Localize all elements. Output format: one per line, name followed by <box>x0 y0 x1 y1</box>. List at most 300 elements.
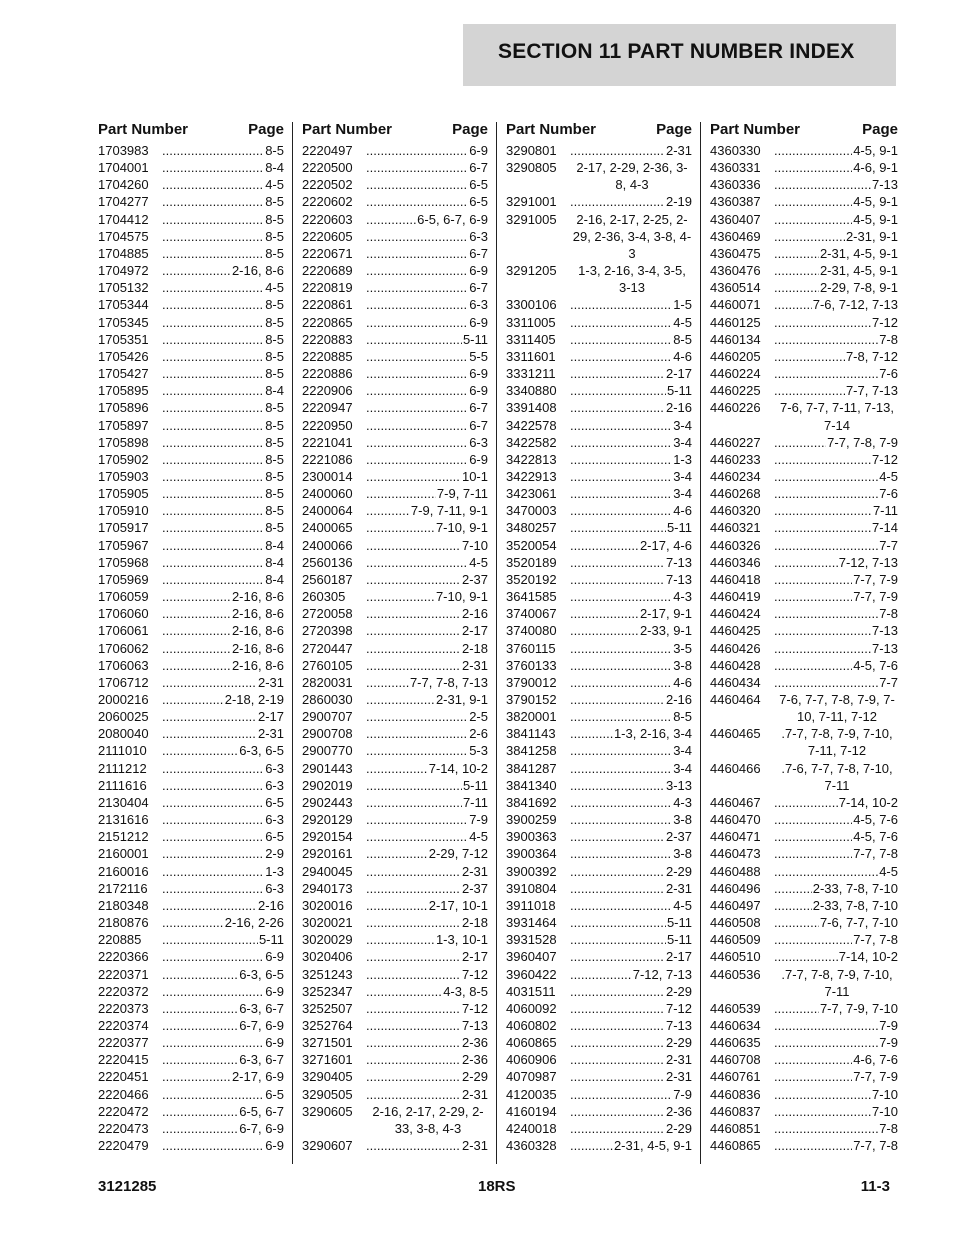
part-number: 3820001 <box>506 709 557 725</box>
dot-leader <box>774 279 819 296</box>
dot-leader <box>162 228 264 245</box>
part-number: 2220950 <box>302 417 353 433</box>
page-reference <box>162 897 284 914</box>
index-entry <box>710 880 898 897</box>
page-reference-value: 8-5 <box>265 245 284 261</box>
page-header: Page <box>248 121 284 138</box>
dot-leader <box>774 1120 878 1137</box>
page-reference-value: 8-5 <box>265 228 284 244</box>
dot-leader <box>774 880 812 897</box>
page-reference-value: 2-16, 2-17, 2-25, 2-29, 2-36, 3-4, 3-8, 4-3 <box>572 211 692 261</box>
index-entry <box>506 657 692 674</box>
part-number: 2900708 <box>302 726 353 742</box>
page-reference-value: 6-3 <box>265 812 284 828</box>
index-entry <box>710 365 898 382</box>
page-reference <box>366 725 488 742</box>
dot-leader <box>774 434 826 451</box>
index-entry <box>98 657 284 674</box>
index-entry <box>98 434 284 451</box>
index-entry <box>506 554 692 571</box>
page-reference <box>774 605 898 622</box>
index-entry <box>98 537 284 554</box>
index-entry <box>302 760 488 777</box>
dot-leader <box>570 674 672 691</box>
dot-leader <box>162 434 264 451</box>
dot-leader <box>162 622 231 639</box>
index-entry <box>506 742 692 759</box>
index-entry <box>302 811 488 828</box>
page-reference-value: 4-5, 9-1 <box>853 143 898 158</box>
dot-leader <box>570 1034 665 1051</box>
dot-leader <box>162 331 264 348</box>
dot-leader <box>570 1120 665 1137</box>
dot-leader <box>162 468 264 485</box>
part-number: 2400066 <box>302 537 353 553</box>
dot-leader <box>162 193 264 210</box>
part-number: 2720398 <box>302 623 353 639</box>
index-entry <box>506 605 692 622</box>
part-number: 4460466 <box>710 760 761 776</box>
page-reference <box>366 1086 488 1103</box>
page-reference <box>162 485 284 502</box>
part-number: 3960422 <box>506 966 557 982</box>
part-number: 3841287 <box>506 760 557 776</box>
index-entry <box>302 1000 488 1017</box>
page-reference <box>162 245 284 262</box>
page-reference-value: 7-10, 9-1 <box>435 589 488 605</box>
page-reference-value: 2-17 <box>665 949 692 965</box>
dot-leader <box>162 451 264 468</box>
page-reference <box>774 760 898 794</box>
page-reference <box>162 811 284 828</box>
page-reference-value: 7-10 <box>871 1086 898 1102</box>
index-entry <box>302 365 488 382</box>
page-reference-value: 8-5 <box>265 400 284 416</box>
index-entry <box>98 863 284 880</box>
index-entry <box>98 468 284 485</box>
page-reference-value: 4-5 <box>879 468 898 484</box>
index-entry <box>506 331 692 348</box>
part-number: 1706060 <box>98 606 149 622</box>
part-number: 4060906 <box>506 1052 557 1068</box>
part-number: 3740067 <box>506 606 557 622</box>
dot-leader <box>774 537 878 554</box>
column-divider <box>700 122 701 1164</box>
page-reference <box>570 365 692 382</box>
page-reference-value: 4-6 <box>673 674 692 690</box>
dot-leader <box>570 365 665 382</box>
page-reference <box>162 880 284 897</box>
part-number: 2220602 <box>302 194 353 210</box>
dot-leader <box>570 931 666 948</box>
index-entry <box>506 1120 692 1137</box>
part-number: 2220603 <box>302 211 353 227</box>
page-reference <box>570 931 692 948</box>
page-reference <box>162 966 284 983</box>
part-number: 2820031 <box>302 674 353 690</box>
page-reference-value: 6-9 <box>265 1138 284 1154</box>
page-reference <box>366 245 488 262</box>
page-reference-value: 7-13 <box>665 1017 692 1033</box>
index-entry <box>98 674 284 691</box>
index-entry <box>506 434 692 451</box>
page-reference <box>162 279 284 296</box>
part-number: 4360407 <box>710 211 761 227</box>
index-entry <box>710 1068 898 1085</box>
dot-leader <box>570 880 665 897</box>
dot-leader <box>570 193 665 210</box>
page-reference-value: 2-17 <box>665 366 692 382</box>
part-number: 2220371 <box>98 966 149 982</box>
index-entry <box>506 417 692 434</box>
part-number: 4460434 <box>710 674 761 690</box>
page-reference-value: 5-11 <box>258 932 284 948</box>
page-reference <box>570 434 692 451</box>
page-reference <box>774 382 898 399</box>
page-reference-value: 2-36 <box>665 1103 692 1119</box>
dot-leader <box>366 1017 461 1034</box>
index-entry <box>506 880 692 897</box>
page-reference <box>162 1086 284 1103</box>
column-header <box>506 118 692 142</box>
dot-leader <box>570 588 672 605</box>
dot-leader <box>366 348 468 365</box>
dot-leader <box>570 897 672 914</box>
index-entry <box>98 1120 284 1137</box>
index-entry <box>710 725 898 759</box>
part-number: 3020029 <box>302 932 353 948</box>
part-number: 2220886 <box>302 366 353 382</box>
page-reference-value: 4-5, 9-1 <box>853 194 898 210</box>
page-reference <box>162 983 284 1000</box>
index-entry <box>302 434 488 451</box>
part-number: 4360336 <box>710 177 761 193</box>
dot-leader <box>570 519 666 536</box>
index-entry <box>710 948 898 965</box>
part-number: 4460226 <box>710 400 761 416</box>
page-reference <box>774 554 898 571</box>
dot-leader <box>366 1068 461 1085</box>
index-entry <box>710 1051 898 1068</box>
dot-leader <box>366 605 461 622</box>
part-number: 2160001 <box>98 846 149 862</box>
page-reference <box>774 691 898 725</box>
part-number: 3900364 <box>506 846 557 862</box>
dot-leader <box>162 605 231 622</box>
page-reference-value: 7-7, 7-9 <box>853 1069 898 1085</box>
dot-leader <box>366 382 468 399</box>
index-entry <box>302 794 488 811</box>
page-reference-value: 8-5 <box>265 143 284 158</box>
page-reference-value: 2-29 <box>461 1069 488 1085</box>
page-reference-value: 10-1 <box>461 468 488 484</box>
page-reference-value: 1-3, 2-16, 3-4, 3-5, 3-13 <box>578 263 686 296</box>
page-reference <box>570 554 692 571</box>
index-entry <box>506 314 692 331</box>
page-reference-value: 6-9 <box>469 314 488 330</box>
page-reference-value: 6-7 <box>469 417 488 433</box>
page-reference <box>366 571 488 588</box>
part-number: 2180876 <box>98 915 149 931</box>
dot-leader <box>366 365 468 382</box>
page-reference <box>162 863 284 880</box>
part-number: 4360469 <box>710 228 761 244</box>
dot-leader <box>366 897 428 914</box>
index-entry <box>302 211 488 228</box>
index-column-4 <box>710 118 898 1154</box>
dot-leader <box>570 571 665 588</box>
part-number: 3422582 <box>506 434 557 450</box>
page-reference-value: 8-5 <box>265 503 284 519</box>
page-reference <box>162 914 284 931</box>
dot-leader <box>774 1000 819 1017</box>
part-number: 4360514 <box>710 280 761 296</box>
dot-leader <box>570 468 672 485</box>
dot-leader <box>366 828 468 845</box>
dot-leader <box>570 983 665 1000</box>
index-entry <box>710 211 898 228</box>
index-entry <box>302 725 488 742</box>
dot-leader <box>366 1051 461 1068</box>
index-entry <box>302 537 488 554</box>
page-reference-value: 1-3 <box>673 451 692 467</box>
page-reference-value: 2-16, 8-6 <box>231 606 284 622</box>
dot-leader <box>366 142 468 159</box>
page-reference-value: 7-13 <box>461 1017 488 1033</box>
page-reference <box>570 828 692 845</box>
page-reference <box>774 1103 898 1120</box>
dot-leader <box>366 537 461 554</box>
index-entry <box>506 262 692 296</box>
part-number: 3251243 <box>302 966 353 982</box>
dot-leader <box>366 331 462 348</box>
page-reference-value: 5-11 <box>666 915 692 931</box>
page-reference-value: 2-29, 7-12 <box>428 846 488 862</box>
part-number: 1705902 <box>98 451 149 467</box>
index-entry <box>710 914 898 931</box>
index-entry <box>302 845 488 862</box>
page-reference <box>162 399 284 416</box>
index-entry <box>98 1000 284 1017</box>
part-number: 3290405 <box>302 1069 353 1085</box>
page-reference <box>774 1120 898 1137</box>
dot-leader <box>570 622 639 639</box>
dot-leader <box>366 777 462 794</box>
index-entry <box>710 314 898 331</box>
dot-leader <box>774 519 871 536</box>
part-number: 1704260 <box>98 177 149 193</box>
page-reference-value: 2-29 <box>665 863 692 879</box>
part-number: 2220502 <box>302 177 353 193</box>
footer-model: 18RS <box>478 1178 516 1195</box>
part-number: 4460510 <box>710 949 761 965</box>
index-entry <box>506 983 692 1000</box>
part-number: 2220473 <box>98 1120 149 1136</box>
index-entry <box>302 742 488 759</box>
index-entry <box>302 331 488 348</box>
dot-leader <box>570 451 672 468</box>
index-entry <box>98 262 284 279</box>
index-entry <box>98 348 284 365</box>
page-reference <box>366 348 488 365</box>
dot-leader <box>162 863 264 880</box>
dot-leader <box>366 880 461 897</box>
page-reference-value: 3-4 <box>673 760 692 776</box>
dot-leader <box>774 211 852 228</box>
part-number: 2220451 <box>98 1069 149 1085</box>
part-number: 1704277 <box>98 194 149 210</box>
dot-leader <box>774 314 871 331</box>
index-entry <box>302 640 488 657</box>
page-reference <box>570 674 692 691</box>
index-entry <box>506 966 692 983</box>
page-reference-value: 2-37 <box>461 571 488 587</box>
page-reference <box>570 571 692 588</box>
part-number: 3290801 <box>506 143 557 158</box>
page-reference-value: 7-14, 10-2 <box>838 949 898 965</box>
page-reference <box>570 1103 692 1120</box>
part-number: 3931464 <box>506 915 557 931</box>
part-number: 3290607 <box>302 1138 353 1154</box>
dot-leader <box>570 142 665 159</box>
part-number: 2220479 <box>98 1138 149 1154</box>
dot-leader <box>570 640 672 657</box>
dot-leader <box>366 931 435 948</box>
page-reference <box>570 296 692 313</box>
part-number: 1705898 <box>98 434 149 450</box>
index-entry <box>710 640 898 657</box>
dot-leader <box>774 262 819 279</box>
part-number: 4460428 <box>710 657 761 673</box>
index-entry <box>710 519 898 536</box>
dot-leader <box>570 382 666 399</box>
page-reference-value: 2-33, 9-1 <box>639 623 692 639</box>
part-number: 3311005 <box>506 314 556 330</box>
part-number: 3020406 <box>302 949 353 965</box>
page-reference <box>366 485 488 502</box>
page-reference-value: 1-3, 2-16, 3-4 <box>613 726 692 742</box>
page-reference-value: 2-17 <box>461 623 488 639</box>
page-reference <box>774 1086 898 1103</box>
index-entry <box>506 863 692 880</box>
page-reference <box>774 211 898 228</box>
part-number: 4460225 <box>710 383 761 399</box>
index-entry <box>302 519 488 536</box>
part-number: 1705427 <box>98 366 149 382</box>
page-reference <box>570 399 692 416</box>
page-reference-value: 4-3 <box>673 589 692 605</box>
page-reference <box>774 314 898 331</box>
index-entry <box>710 1017 898 1034</box>
part-number: 1705345 <box>98 314 149 330</box>
page-reference-value: 5-11 <box>666 383 692 399</box>
page-reference-value: 7-6, 7-12, 7-13 <box>812 297 898 313</box>
page-reference-value: 3-13 <box>665 777 692 793</box>
page-reference-value: 6-5 <box>469 177 488 193</box>
page-reference <box>774 537 898 554</box>
index-entry <box>506 502 692 519</box>
page-reference-value: 2-31 <box>665 1069 692 1085</box>
page-reference <box>570 1137 692 1154</box>
index-entry <box>302 1051 488 1068</box>
page-reference-value: 8-5 <box>265 348 284 364</box>
page-reference <box>774 931 898 948</box>
part-number: 4460761 <box>710 1069 761 1085</box>
index-entry <box>506 571 692 588</box>
dot-leader <box>366 399 468 416</box>
index-entry <box>98 1068 284 1085</box>
index-entry <box>98 605 284 622</box>
page-reference-value: 5-3 <box>469 743 488 759</box>
part-number: 3291205 <box>506 263 557 279</box>
part-number: 4060802 <box>506 1017 557 1033</box>
page-reference-value: 7-7 <box>879 674 898 690</box>
dot-leader <box>774 897 812 914</box>
index-entry <box>98 1137 284 1154</box>
page-reference-value: 6-3 <box>469 434 488 450</box>
dot-leader <box>570 725 613 742</box>
page-reference <box>162 708 284 725</box>
index-entry <box>506 1137 692 1154</box>
page-reference-value: 8-5 <box>265 468 284 484</box>
page-reference <box>162 777 284 794</box>
page-reference-value: 4-6, 9-1 <box>853 160 898 176</box>
index-entry <box>506 142 692 159</box>
part-number: 4460837 <box>710 1103 761 1119</box>
index-entry <box>302 1086 488 1103</box>
page-reference <box>162 228 284 245</box>
index-entry <box>302 399 488 416</box>
page-reference <box>366 434 488 451</box>
index-entry <box>302 502 488 519</box>
page-reference-value: 4-5 <box>469 554 488 570</box>
part-number: 3291001 <box>506 194 557 210</box>
page-reference <box>774 588 898 605</box>
part-number: 2220865 <box>302 314 353 330</box>
part-number: 4460496 <box>710 880 761 896</box>
page-reference-value: 5-11 <box>666 520 692 536</box>
part-number: 1704001 <box>98 160 149 176</box>
part-number: 4460465 <box>710 726 761 742</box>
page-reference-value: 2-36 <box>461 1052 488 1068</box>
page-reference <box>570 1034 692 1051</box>
dot-leader <box>162 725 257 742</box>
index-entry <box>302 914 488 931</box>
part-number: 2300014 <box>302 468 353 484</box>
index-entry <box>302 931 488 948</box>
part-number: 2900707 <box>302 709 353 725</box>
dot-leader <box>570 777 665 794</box>
page-reference <box>570 537 692 554</box>
page-reference <box>774 451 898 468</box>
page-reference-value: 6-9 <box>265 1035 284 1051</box>
index-entry <box>506 897 692 914</box>
part-number: 4460473 <box>710 846 761 862</box>
index-entry <box>506 1051 692 1068</box>
page-reference-value: 3-4 <box>673 468 692 484</box>
page-reference-value: 2-31 <box>257 674 284 690</box>
page-reference <box>774 725 898 759</box>
part-number: 3331211 <box>506 366 556 382</box>
dot-leader <box>162 1051 238 1068</box>
part-number: 2220415 <box>98 1052 149 1068</box>
index-entry <box>98 142 284 159</box>
dot-leader <box>162 502 264 519</box>
page-reference <box>366 914 488 931</box>
part-number: 2220377 <box>98 1035 149 1051</box>
page-reference-value: 2-17, 2-29, 2-36, 3-8, 4-3 <box>576 160 688 193</box>
page-reference-value: 6-7 <box>469 160 488 176</box>
